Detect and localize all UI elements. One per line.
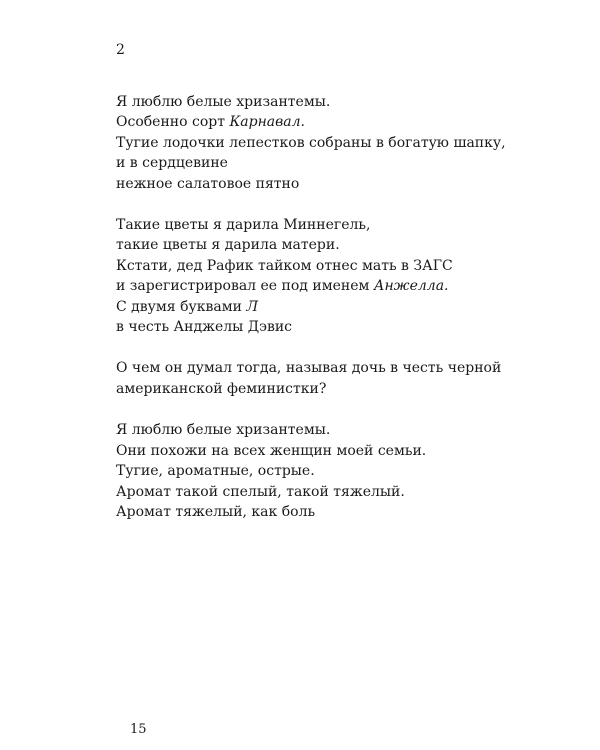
poem-line: С двумя буквами Л xyxy=(116,298,259,315)
stanza-1 xyxy=(116,92,556,194)
stanza-3 xyxy=(116,358,556,399)
poem-line: О чем он думал тогда, называя дочь в честь черной xyxy=(116,360,502,377)
poem xyxy=(116,92,556,522)
poem-line: Аромат такой спелый, такой тяжелый. xyxy=(116,483,405,500)
poem-line: Тугие, ароматные, острые. xyxy=(116,463,315,480)
poem-line: американской феминистки? xyxy=(116,380,327,397)
poem-line: Я люблю белые хризантемы. xyxy=(116,422,331,439)
italic-text: Анжелла. xyxy=(373,278,449,295)
poem-line: нежное салатовое пятно xyxy=(116,175,300,192)
poem-line: и в сердцевине xyxy=(116,155,228,172)
poem-line: в честь Анджелы Дэвис xyxy=(116,319,293,336)
poem-line: Особенно сорт Карнавал. xyxy=(116,114,306,131)
poem-line: Они похожи на всех женщин моей семьи. xyxy=(116,442,427,459)
section-number: 2 xyxy=(116,42,125,58)
page-number: 15 xyxy=(130,722,147,737)
poem-line: Тугие лодочки лепестков собраны в богатую шапку, xyxy=(116,134,506,151)
poem-line: Такие цветы я дарила Миннегель, xyxy=(116,217,371,234)
italic-text: Л xyxy=(246,298,259,315)
poem-line: Я люблю белые хризантемы. xyxy=(116,94,331,110)
poem-line: и зарегистрировал ее под именем Анжелла. xyxy=(116,278,449,295)
stanza-4 xyxy=(116,420,556,522)
poem-line: Аромат тяжелый, как боль xyxy=(116,503,316,520)
italic-text: Карнавал. xyxy=(229,114,306,131)
poem-line: такие цветы я дарила матери. xyxy=(116,237,340,254)
poem-line: Кстати, дед Рафик тайком отнес мать в ЗАГС xyxy=(116,257,453,274)
stanza-2 xyxy=(116,215,556,337)
